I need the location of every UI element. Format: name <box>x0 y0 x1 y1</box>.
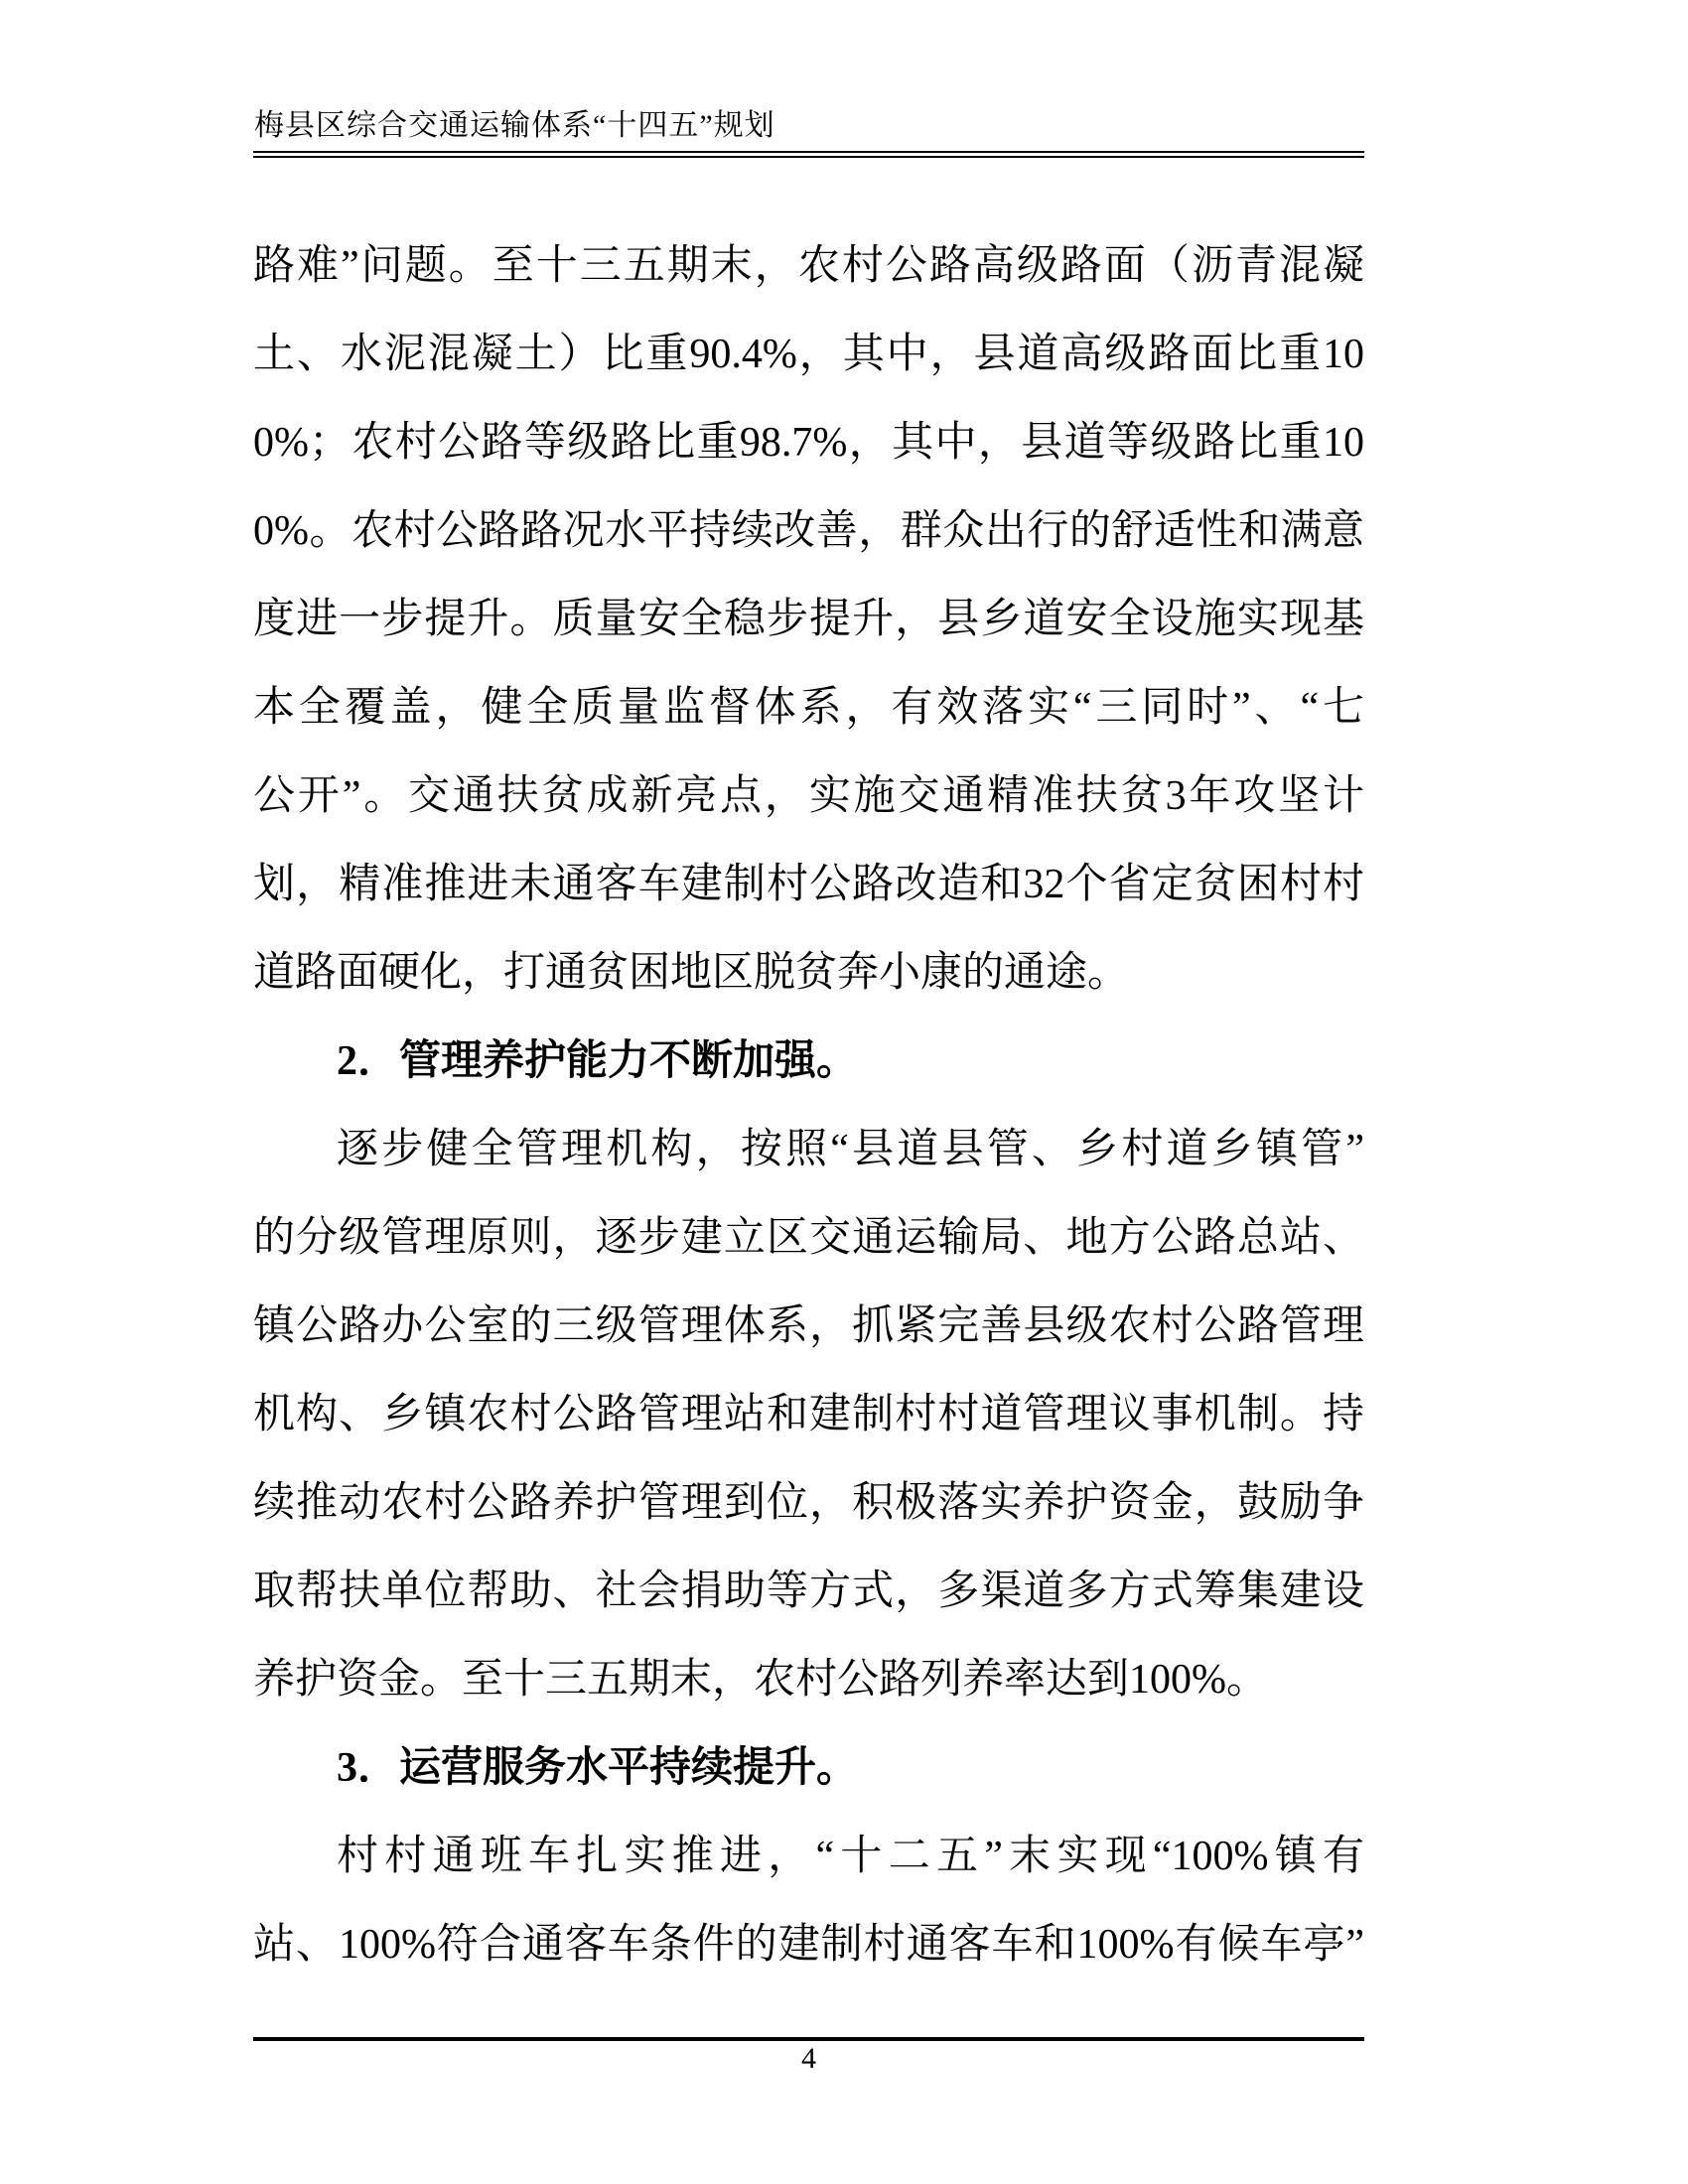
text-line: 镇公路办公室的三级管理体系，抓紧完善县级农村公路管理 <box>253 1303 1364 1349</box>
text-line: 路难”问题。至十三五期末，农村公路高级路面（沥青混凝 <box>253 243 1364 289</box>
text-line: 度进一步提升。质量安全稳步提升，县乡道安全设施实现基 <box>253 597 1364 642</box>
text-line: 的分级管理原则，逐步建立区交通运输局、地方公路总站、 <box>253 1215 1364 1261</box>
text-line: 公开”。交通扶贫成新亮点，实施交通精准扶贫3年攻坚计 <box>253 773 1364 819</box>
text-line: 土、水泥混凝土）比重90.4%，其中，县道高级路面比重10 <box>253 332 1364 377</box>
text-line: 站、100%符合通客车条件的建制村通客车和100%有候车亭” <box>253 1922 1364 1968</box>
text-line: 0%；农村公路等级路比重98.7%，其中，县道等级路比重10 <box>253 420 1364 466</box>
text-line: 2．管理养护能力不断加强。 <box>337 1038 859 1084</box>
text-line: 取帮扶单位帮助、社会捐助等方式，多渠道多方式筹集建设 <box>253 1569 1364 1614</box>
text-line: 0%。农村公路路况水平持续改善，群众出行的舒适性和满意 <box>253 508 1364 554</box>
page-header-title: 梅县区综合交通运输体系“十四五”规划 <box>254 109 775 142</box>
text-line: 养护资金。至十三五期末，农村公路列养率达到100%。 <box>253 1657 1268 1703</box>
page-number: 4 <box>801 2042 816 2075</box>
text-line: 机构、乡镇农村公路管理站和建制村村道管理议事机制。持 <box>253 1392 1364 1437</box>
text-line: 道路面硬化，打通贫困地区脱贫奔小康的通途。 <box>253 950 1130 996</box>
text-line: 逐步健全管理机构，按照“县道县管、乡村道乡镇管” <box>337 1127 1364 1172</box>
text-line: 本全覆盖，健全质量监督体系，有效落实“三同时”、“七 <box>253 685 1364 731</box>
text-line: 村村通班车扎实推进，“十二五”末实现“100%镇有 <box>337 1834 1364 1879</box>
document-body <box>253 222 1364 1989</box>
text-line: 划，精准推进未通客车建制村公路改造和32个省定贫困村村 <box>253 862 1364 907</box>
text-line: 续推动农村公路养护管理到位，积极落实养护资金，鼓励争 <box>253 1480 1364 1526</box>
header-double-rule <box>253 151 1364 158</box>
text-line: 3．运营服务水平持续提升。 <box>337 1745 859 1791</box>
